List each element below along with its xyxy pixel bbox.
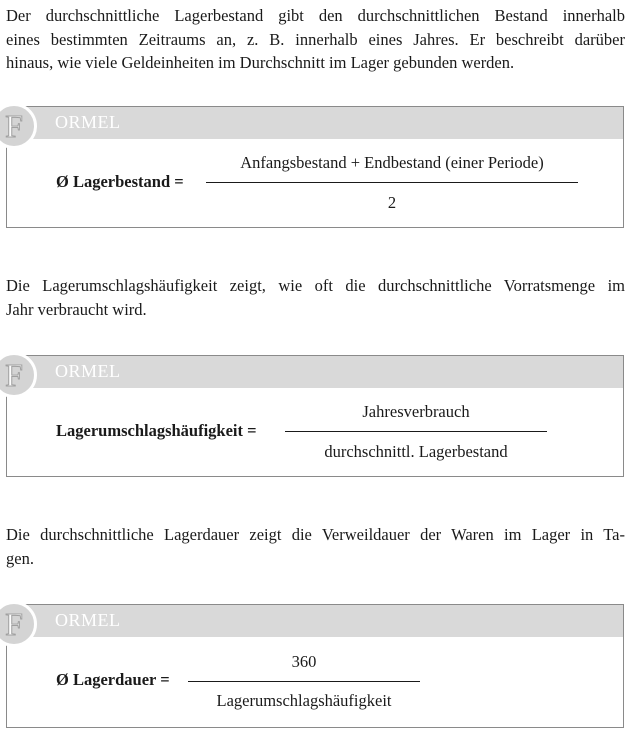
formula-lhs: Lagerumschlagshäufigkeit = [56,421,257,440]
formula-header-title: ORMEL [55,112,121,132]
formula-denominator: durchschnittl. Lagerbestand [324,442,508,461]
formula-numerator: Anfangsbestand + Endbestand (einer Periode) [240,153,544,172]
formula-header-title: ORMEL [55,361,121,381]
formula-lhs: Ø Lagerdauer = [56,670,170,689]
paragraph-line: Der durchschnittliche Lagerbestand gibt den durchschnittlichen Bestand innerhalb [6,6,625,25]
formula-header-title: ORMEL [55,610,121,630]
paragraph-line: Die durchschnittliche Lagerdauer zeigt die Verweildauer der Waren im Lager in Ta- [6,525,625,544]
paragraph-line: gen. [6,548,34,568]
formula-denominator: Lagerumschlagshäufigkeit [216,691,392,710]
paragraph-lagerumschlag [6,274,625,321]
fraction-line [206,182,578,183]
paragraph-lagerbestand [6,4,625,75]
formula-numerator: Jahresverbrauch [362,402,470,421]
formula-box-lagerumschlag [6,355,624,477]
formula-box-lagerdauer [6,604,624,728]
formula-numerator: 360 [291,652,317,671]
fraction-line [285,431,547,432]
formula-header [5,106,623,144]
formula-box-lagerbestand [6,106,624,228]
formula-lhs: Ø Lagerbestand = [56,172,184,191]
formula-header [5,355,623,393]
formula-header [5,604,623,642]
formula-badge-icon: F [0,103,37,149]
formula-badge-icon: F [0,352,37,398]
formula-denominator: 2 [387,193,397,212]
formula-badge-icon: F [0,601,37,647]
paragraph-lagerdauer [6,523,625,570]
paragraph-line: Die Lagerumschlagshäufigkeit zeigt, wie oft die durchschnittliche Vorratsmenge im [6,276,625,295]
paragraph-line: Jahr verbraucht wird. [6,299,147,319]
fraction-line [188,681,420,682]
paragraph-line: eines bestimmten Zeitraums an, z. B. innerhalb eines Jahres. Er beschreibt darüber [6,29,625,49]
paragraph-line: hinaus, wie viele Geldeinheiten im Durchschnitt im Lager gebunden werden. [6,53,515,72]
